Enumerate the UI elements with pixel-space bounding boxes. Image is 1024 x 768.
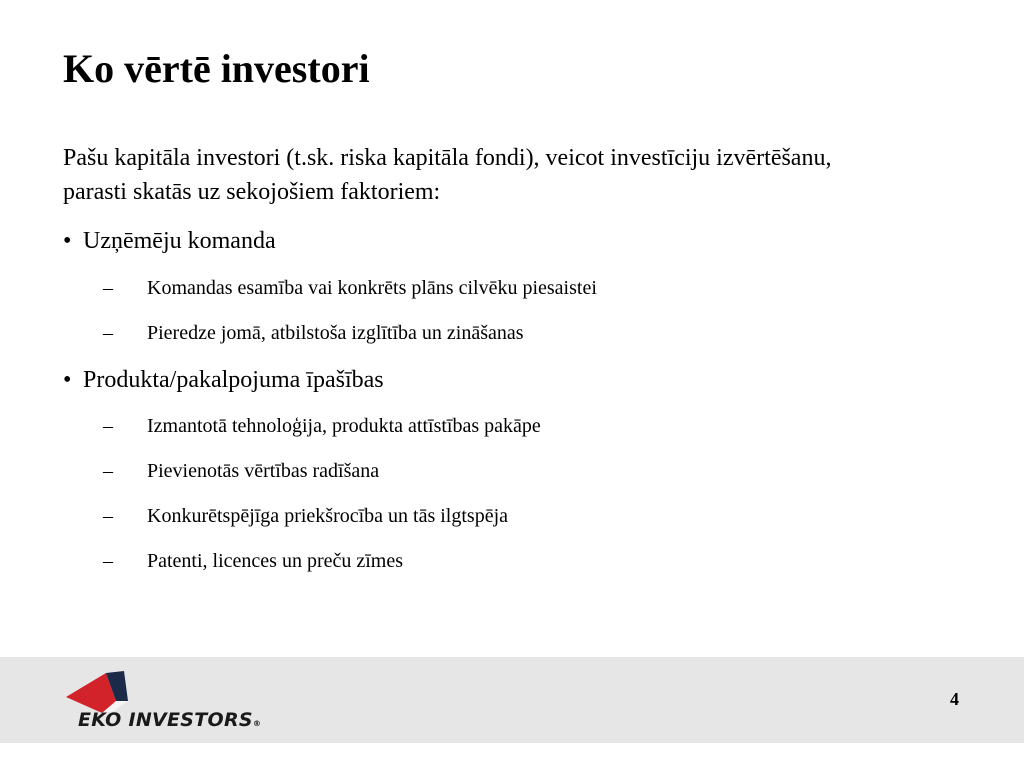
registered-mark: ® [252, 719, 262, 728]
logo-wordmark [78, 709, 261, 731]
dash-marker: – [103, 505, 113, 527]
dash-marker: – [103, 415, 113, 437]
sub-item-label: Patenti, licences un preču zīmes [147, 550, 404, 572]
sub-item-label: Izmantotā tehnoloģija, produkta attīstības pakāpe [147, 415, 541, 437]
bullet-item-team [63, 226, 276, 256]
sub-item-label: Pievienotās vērtības radīšana [147, 460, 380, 482]
dash-marker: – [103, 460, 113, 482]
bullet-marker: • [63, 228, 72, 254]
dash-marker: – [103, 322, 113, 344]
sub-item [103, 548, 403, 574]
sub-item-label: Pieredze jomā, atbilstoša izglītība un zināšanas [147, 322, 524, 344]
page-number: 4 [950, 689, 959, 709]
sub-item [103, 413, 541, 439]
sub-item [103, 320, 524, 346]
sub-item [103, 458, 379, 484]
eko-investors-logo [62, 667, 292, 739]
sub-item [103, 503, 508, 529]
logo-wordmark-text: EKO INVESTORS [78, 709, 253, 731]
bullet-heading: Uzņēmēju komanda [83, 228, 276, 254]
sub-item-label: Komandas esamība vai konkrēts plāns cilvēku piesaistei [147, 277, 597, 299]
sub-item [103, 275, 597, 301]
dash-marker: – [103, 277, 113, 299]
footer-bar [0, 657, 1024, 743]
sub-item-label: Konkurētspējīga priekšrocība un tās ilgtspēja [147, 505, 509, 527]
intro-paragraph: Pašu kapitāla investori (t.sk. riska kapitāla fondi), veicot investīciju izvērtēšanu, parasti skatās uz sekojošiem faktoriem: [63, 145, 832, 205]
bullet-heading: Produkta/pakalpojuma īpašības [83, 367, 384, 393]
bullet-item-product [63, 365, 384, 395]
dash-marker: – [103, 550, 113, 572]
bullet-marker: • [63, 367, 72, 393]
slide-title: Ko vērtē investori [63, 46, 370, 91]
